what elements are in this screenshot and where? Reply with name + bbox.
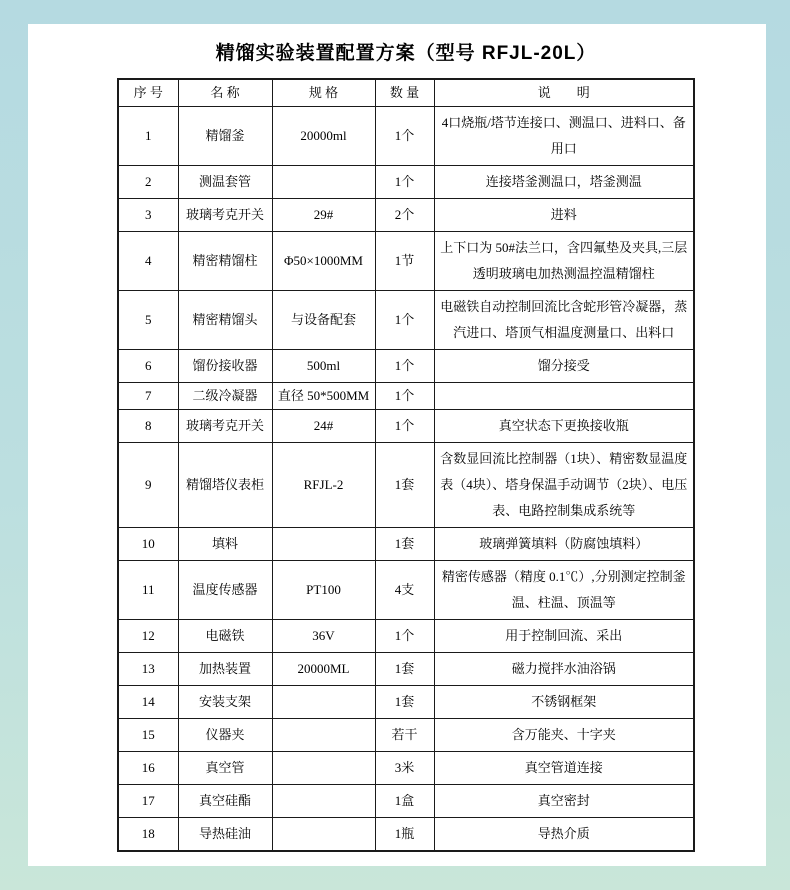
cell-quantity: 1套 xyxy=(375,686,434,719)
table-body xyxy=(118,107,694,852)
cell-quantity: 1节 xyxy=(375,232,434,291)
cell-description xyxy=(434,383,694,410)
cell-description: 真空管道连接 xyxy=(434,752,694,785)
cell-quantity: 1个 xyxy=(375,166,434,199)
cell-specification: RFJL-2 xyxy=(272,443,375,528)
header-desc: 说 明 xyxy=(434,79,694,107)
table-row xyxy=(118,719,694,752)
cell-serial-number: 11 xyxy=(118,561,178,620)
cell-serial-number: 10 xyxy=(118,528,178,561)
cell-description: 真空状态下更换接收瓶 xyxy=(434,410,694,443)
table-row xyxy=(118,620,694,653)
cell-specification: 20000ml xyxy=(272,107,375,166)
cell-specification xyxy=(272,752,375,785)
cell-serial-number: 9 xyxy=(118,443,178,528)
cell-specification xyxy=(272,528,375,561)
cell-specification: 直径 50*500MM xyxy=(272,383,375,410)
cell-quantity: 1个 xyxy=(375,350,434,383)
cell-item-name: 二级冷凝器 xyxy=(178,383,272,410)
table-row xyxy=(118,199,694,232)
header-row xyxy=(118,79,694,107)
cell-specification: 24# xyxy=(272,410,375,443)
cell-serial-number: 12 xyxy=(118,620,178,653)
cell-serial-number: 2 xyxy=(118,166,178,199)
cell-serial-number: 8 xyxy=(118,410,178,443)
cell-serial-number: 4 xyxy=(118,232,178,291)
cell-quantity: 1个 xyxy=(375,291,434,350)
cell-item-name: 馏份接收器 xyxy=(178,350,272,383)
cell-quantity: 1套 xyxy=(375,653,434,686)
cell-item-name: 精密精馏头 xyxy=(178,291,272,350)
cell-item-name: 精馏塔仪表柜 xyxy=(178,443,272,528)
header-name: 名 称 xyxy=(178,79,272,107)
table-row xyxy=(118,818,694,852)
cell-item-name: 加热装置 xyxy=(178,653,272,686)
table-row xyxy=(118,383,694,410)
cell-serial-number: 3 xyxy=(118,199,178,232)
cell-description: 电磁铁自动控制回流比含蛇形管冷凝器，蒸汽进口、塔顶气相温度测量口、出料口 xyxy=(434,291,694,350)
cell-specification xyxy=(272,785,375,818)
cell-specification: 20000ML xyxy=(272,653,375,686)
cell-quantity: 若干 xyxy=(375,719,434,752)
cell-specification xyxy=(272,818,375,852)
cell-serial-number: 7 xyxy=(118,383,178,410)
cell-serial-number: 14 xyxy=(118,686,178,719)
cell-specification: 500ml xyxy=(272,350,375,383)
table-row xyxy=(118,785,694,818)
page-title: 精馏实验装置配置方案（型号 RFJL-20L） xyxy=(215,43,597,64)
document-paper xyxy=(28,24,766,866)
cell-item-name: 精密精馏柱 xyxy=(178,232,272,291)
cell-description: 馏分接受 xyxy=(434,350,694,383)
table-row xyxy=(118,232,694,291)
cell-quantity: 1瓶 xyxy=(375,818,434,852)
cell-quantity: 1套 xyxy=(375,443,434,528)
cell-quantity: 1盒 xyxy=(375,785,434,818)
table-row xyxy=(118,350,694,383)
cell-item-name: 安装支架 xyxy=(178,686,272,719)
cell-description: 含数显回流比控制器（1块）、精密数显温度表（4块）、塔身保温手动调节（2块）、电压表、电路控制集成系统等 xyxy=(434,443,694,528)
cell-description: 含万能夹、十字夹 xyxy=(434,719,694,752)
cell-serial-number: 15 xyxy=(118,719,178,752)
cell-specification: Φ50×1000MM xyxy=(272,232,375,291)
cell-description: 玻璃弹簧填料（防腐蚀填料） xyxy=(434,528,694,561)
cell-description: 连接塔釜测温口，塔釜测温 xyxy=(434,166,694,199)
cell-quantity: 1个 xyxy=(375,410,434,443)
cell-description: 磁力搅拌水油浴锅 xyxy=(434,653,694,686)
table-row xyxy=(118,686,694,719)
cell-description: 精密传感器（精度 0.1℃）,分别测定控制釜温、柱温、顶温等 xyxy=(434,561,694,620)
cell-description: 导热介质 xyxy=(434,818,694,852)
cell-item-name: 真空管 xyxy=(178,752,272,785)
cell-quantity: 1个 xyxy=(375,620,434,653)
cell-specification: 29# xyxy=(272,199,375,232)
cell-item-name: 测温套管 xyxy=(178,166,272,199)
cell-item-name: 温度传感器 xyxy=(178,561,272,620)
table-row xyxy=(118,443,694,528)
cell-item-name: 精馏釜 xyxy=(178,107,272,166)
table-row xyxy=(118,410,694,443)
header-spec: 规 格 xyxy=(272,79,375,107)
header-no: 序 号 xyxy=(118,79,178,107)
cell-item-name: 玻璃考克开关 xyxy=(178,410,272,443)
cell-item-name: 电磁铁 xyxy=(178,620,272,653)
cell-description: 用于控制回流、采出 xyxy=(434,620,694,653)
cell-serial-number: 6 xyxy=(118,350,178,383)
cell-specification: 36V xyxy=(272,620,375,653)
cell-serial-number: 5 xyxy=(118,291,178,350)
table-row xyxy=(118,107,694,166)
table-row xyxy=(118,291,694,350)
cell-serial-number: 16 xyxy=(118,752,178,785)
cell-serial-number: 1 xyxy=(118,107,178,166)
cell-item-name: 导热硅油 xyxy=(178,818,272,852)
config-table xyxy=(117,78,695,852)
cell-description: 4口烧瓶/塔节连接口、测温口、进料口、备用口 xyxy=(434,107,694,166)
cell-quantity: 1套 xyxy=(375,528,434,561)
cell-serial-number: 17 xyxy=(118,785,178,818)
cell-specification xyxy=(272,686,375,719)
cell-quantity: 1个 xyxy=(375,107,434,166)
cell-quantity: 1个 xyxy=(375,383,434,410)
cell-serial-number: 18 xyxy=(118,818,178,852)
cell-specification: 与设备配套 xyxy=(272,291,375,350)
cell-quantity: 2个 xyxy=(375,199,434,232)
cell-description: 进料 xyxy=(434,199,694,232)
cell-quantity: 4支 xyxy=(375,561,434,620)
table-row xyxy=(118,561,694,620)
table-row xyxy=(118,653,694,686)
cell-specification xyxy=(272,719,375,752)
cell-item-name: 真空硅酯 xyxy=(178,785,272,818)
cell-description: 不锈钢框架 xyxy=(434,686,694,719)
cell-serial-number: 13 xyxy=(118,653,178,686)
cell-specification xyxy=(272,166,375,199)
cell-item-name: 仪器夹 xyxy=(178,719,272,752)
header-qty: 数 量 xyxy=(375,79,434,107)
cell-item-name: 填料 xyxy=(178,528,272,561)
table-row xyxy=(118,166,694,199)
cell-item-name: 玻璃考克开关 xyxy=(178,199,272,232)
cell-quantity: 3米 xyxy=(375,752,434,785)
cell-description: 真空密封 xyxy=(434,785,694,818)
table-row xyxy=(118,752,694,785)
cell-description: 上下口为 50#法兰口，含四氟垫及夹具,三层透明玻璃电加热测温控温精馏柱 xyxy=(434,232,694,291)
table-row xyxy=(118,528,694,561)
cell-specification: PT100 xyxy=(272,561,375,620)
